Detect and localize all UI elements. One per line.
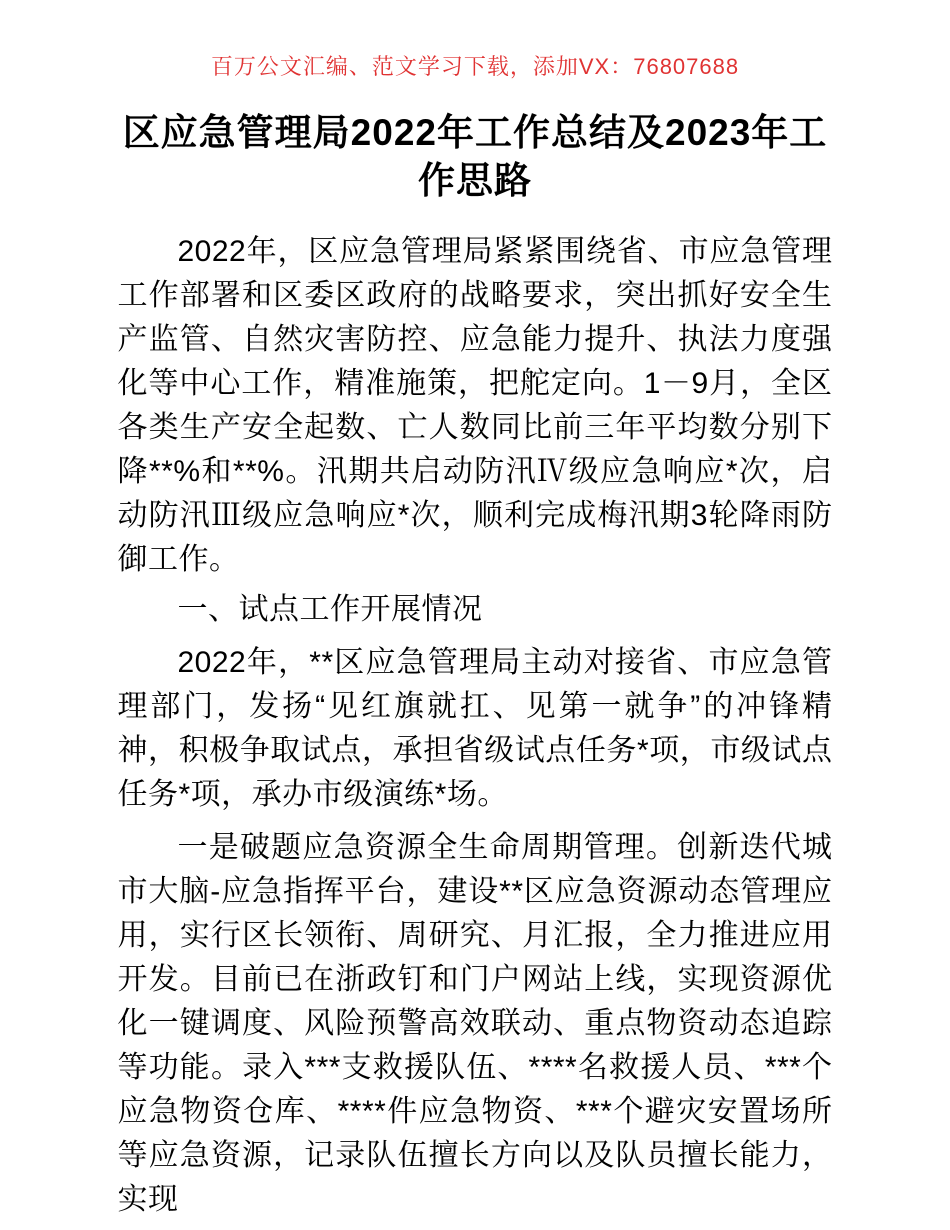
paragraph-intro: 2022年，区应急管理局紧紧围绕省、市应急管理工作部署和区委区政府的战略要求，突出抓好安全生产监管、自然灾害防控、应急能力提升、执法力度强化等中心工作，精准施策，把舵定向。1－9月，全区各类生产安全起数、亡人数同比前三年平均数分别下降**%和**%。汛期共启动防汛Ⅳ级应急响应*次，启动防汛Ⅲ级应急响应*次，顺利完成梅汛期3轮降雨防御工作。 — [117, 234, 833, 576]
paragraph-pilot-work: 2022年，**区应急管理局主动对接省、市应急管理部门，发扬“见红旗就扛、见第一就争”的冲锋精神，积极争取试点，承担省级试点任务*项，市级试点任务*项，承办市级演练*场。 — [117, 645, 833, 811]
watermark-text: 百万公文汇编、范文学习下载，添加VX：76807688 — [210, 54, 740, 79]
paragraph-emergency-resources: 一是破题应急资源全生命周期管理。创新迭代城市大脑-应急指挥平台，建设**区应急资源动态管理应用，实行区长领衔、周研究、月汇报，全力推进应用开发。目前已在浙政钉和门户网站上线，实现资源优化一键调度、风险预警高效联动、重点物资动态追踪等功能。录入***支救援队伍、****名救援人员、***个应急物资仓库、****件应急物资、***个避灾安置场所等应急资源，记录队伍擅长方向以及队员擅长能力，实现 — [117, 830, 833, 1216]
document-title: 区应急管理局2022年工作总结及2023年工作思路 — [122, 112, 828, 201]
section-heading-1: 一、试点工作开展情况 — [177, 592, 483, 626]
document-body — [118, 109, 833, 1222]
